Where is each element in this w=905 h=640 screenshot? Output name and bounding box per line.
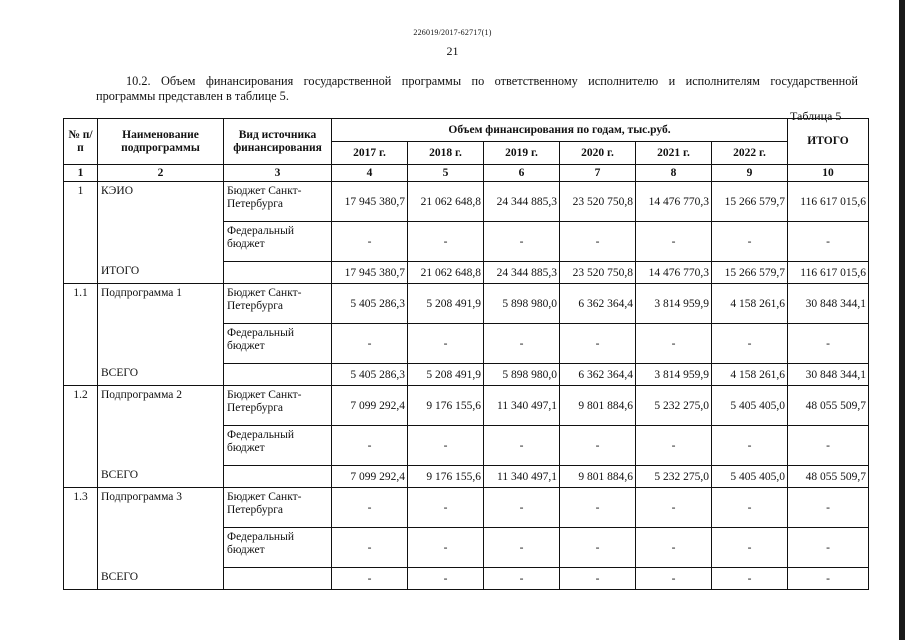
- table-row: [64, 182, 869, 222]
- row-value: -: [332, 222, 408, 262]
- row-source: Бюджет Санкт-Петербурга: [224, 284, 332, 324]
- row-value: 3 814 959,9: [636, 284, 712, 324]
- row-value: 5 405 286,3: [332, 364, 408, 386]
- row-name: ВСЕГО: [98, 364, 224, 386]
- row-value: 24 344 885,3: [484, 262, 560, 284]
- row-value: -: [484, 426, 560, 466]
- row-value: 5 405 405,0: [712, 466, 788, 488]
- row-value: -: [712, 222, 788, 262]
- page-number: 21: [446, 44, 459, 58]
- table-row: [64, 386, 869, 426]
- column-number: 10: [788, 165, 869, 182]
- row-value: 48 055 509,7: [788, 466, 869, 488]
- row-source: Федеральный бюджет: [224, 222, 332, 262]
- row-number: 1.1: [64, 284, 98, 324]
- row-value: 11 340 497,1: [484, 386, 560, 426]
- row-value: -: [788, 426, 869, 466]
- row-value: -: [636, 324, 712, 364]
- row-value: -: [332, 568, 408, 590]
- row-name: Подпрограмма 3: [98, 488, 224, 528]
- header-year: 2020 г.: [560, 142, 636, 165]
- row-value: 5 232 275,0: [636, 386, 712, 426]
- row-number: [64, 364, 98, 386]
- row-value: 17 945 380,7: [332, 182, 408, 222]
- row-value: 5 405 405,0: [712, 386, 788, 426]
- row-number: 1.2: [64, 386, 98, 426]
- row-value: 30 848 344,1: [788, 284, 869, 324]
- row-value: 21 062 648,8: [408, 182, 484, 222]
- row-source: Бюджет Санкт-Петербурга: [224, 182, 332, 222]
- row-value: 116 617 015,6: [788, 182, 869, 222]
- row-value: -: [788, 324, 869, 364]
- row-value: 9 176 155,6: [408, 386, 484, 426]
- row-value: -: [788, 222, 869, 262]
- row-value: 14 476 770,3: [636, 182, 712, 222]
- header-num: № п/п: [64, 119, 98, 165]
- row-value: -: [560, 488, 636, 528]
- row-source: [224, 466, 332, 488]
- table-row: [64, 284, 869, 324]
- row-name: ИТОГО: [98, 262, 224, 284]
- row-value: 48 055 509,7: [788, 386, 869, 426]
- row-value: 6 362 364,4: [560, 364, 636, 386]
- header-year: 2018 г.: [408, 142, 484, 165]
- table-row: [64, 324, 869, 364]
- row-value: -: [408, 568, 484, 590]
- row-value: 5 898 980,0: [484, 284, 560, 324]
- row-value: -: [408, 426, 484, 466]
- header-source: Вид источника финансирования: [224, 119, 332, 165]
- row-name: [98, 426, 224, 466]
- column-number: 3: [224, 165, 332, 182]
- row-value: 5 405 286,3: [332, 284, 408, 324]
- row-value: 9 801 884,6: [560, 466, 636, 488]
- row-value: -: [712, 426, 788, 466]
- header-name: Наименование подпрограммы: [98, 119, 224, 165]
- table-row: [64, 528, 869, 568]
- row-name: [98, 324, 224, 364]
- row-value: 6 362 364,4: [560, 284, 636, 324]
- row-value: 24 344 885,3: [484, 182, 560, 222]
- row-name: [98, 222, 224, 262]
- row-value: -: [408, 222, 484, 262]
- row-number: [64, 568, 98, 590]
- row-value: 15 266 579,7: [712, 262, 788, 284]
- table-row: [64, 488, 869, 528]
- row-value: 4 158 261,6: [712, 364, 788, 386]
- row-value: -: [560, 568, 636, 590]
- row-value: 5 232 275,0: [636, 466, 712, 488]
- column-number: 9: [712, 165, 788, 182]
- financing-table: [63, 118, 869, 590]
- row-value: 9 176 155,6: [408, 466, 484, 488]
- column-number: 4: [332, 165, 408, 182]
- row-source: Федеральный бюджет: [224, 528, 332, 568]
- header-total: ИТОГО: [788, 119, 869, 165]
- row-value: -: [484, 528, 560, 568]
- row-value: -: [636, 488, 712, 528]
- row-value: 5 898 980,0: [484, 364, 560, 386]
- row-value: -: [332, 528, 408, 568]
- table-row: [64, 222, 869, 262]
- row-value: -: [712, 528, 788, 568]
- row-source: Бюджет Санкт-Петербурга: [224, 488, 332, 528]
- row-name: ВСЕГО: [98, 466, 224, 488]
- row-value: -: [560, 222, 636, 262]
- header-year: 2021 г.: [636, 142, 712, 165]
- row-value: -: [484, 568, 560, 590]
- row-source: [224, 568, 332, 590]
- row-source: [224, 262, 332, 284]
- row-value: -: [636, 528, 712, 568]
- table-row: [64, 568, 869, 590]
- scan-edge: [899, 0, 905, 640]
- row-number: [64, 426, 98, 466]
- table-row: [64, 364, 869, 386]
- row-source: Федеральный бюджет: [224, 324, 332, 364]
- row-value: 4 158 261,6: [712, 284, 788, 324]
- row-name: [98, 528, 224, 568]
- document-code: 226019/2017-62717(1): [413, 28, 492, 37]
- header-year: 2019 г.: [484, 142, 560, 165]
- row-value: -: [332, 324, 408, 364]
- row-value: -: [636, 568, 712, 590]
- row-value: -: [712, 324, 788, 364]
- row-value: -: [484, 222, 560, 262]
- row-value: 5 208 491,9: [408, 364, 484, 386]
- row-value: -: [484, 324, 560, 364]
- row-number: [64, 324, 98, 364]
- row-value: 116 617 015,6: [788, 262, 869, 284]
- row-value: -: [484, 488, 560, 528]
- column-number: 6: [484, 165, 560, 182]
- row-value: -: [560, 528, 636, 568]
- row-value: -: [712, 488, 788, 528]
- paragraph-line-2: программы представлен в таблице 5.: [96, 89, 289, 103]
- row-value: -: [332, 426, 408, 466]
- row-source: [224, 364, 332, 386]
- row-number: [64, 262, 98, 284]
- row-value: -: [560, 426, 636, 466]
- row-number: [64, 466, 98, 488]
- row-value: 3 814 959,9: [636, 364, 712, 386]
- row-value: -: [560, 324, 636, 364]
- column-number: 2: [98, 165, 224, 182]
- row-number: [64, 528, 98, 568]
- column-number: 8: [636, 165, 712, 182]
- row-number: [64, 222, 98, 262]
- table-row: [64, 426, 869, 466]
- row-value: -: [788, 568, 869, 590]
- intro-paragraph: [96, 74, 858, 104]
- row-value: 14 476 770,3: [636, 262, 712, 284]
- row-value: -: [408, 324, 484, 364]
- row-value: 23 520 750,8: [560, 182, 636, 222]
- row-name: Подпрограмма 2: [98, 386, 224, 426]
- row-value: 11 340 497,1: [484, 466, 560, 488]
- row-value: -: [636, 426, 712, 466]
- row-value: -: [332, 488, 408, 528]
- column-number: 1: [64, 165, 98, 182]
- row-value: -: [788, 528, 869, 568]
- row-value: 5 208 491,9: [408, 284, 484, 324]
- header-year: 2017 г.: [332, 142, 408, 165]
- row-value: -: [636, 222, 712, 262]
- row-name: ВСЕГО: [98, 568, 224, 590]
- table-row: [64, 262, 869, 284]
- paragraph-line-1: 10.2. Объем финансирования государственной программы по ответственному исполнителю и исполнителям государственной: [126, 74, 858, 88]
- row-value: 15 266 579,7: [712, 182, 788, 222]
- row-value: -: [408, 528, 484, 568]
- table-row: [64, 466, 869, 488]
- row-value: 30 848 344,1: [788, 364, 869, 386]
- row-value: 21 062 648,8: [408, 262, 484, 284]
- row-value: 17 945 380,7: [332, 262, 408, 284]
- row-source: Федеральный бюджет: [224, 426, 332, 466]
- row-value: 9 801 884,6: [560, 386, 636, 426]
- column-number: 7: [560, 165, 636, 182]
- row-value: -: [788, 488, 869, 528]
- row-value: 23 520 750,8: [560, 262, 636, 284]
- column-number: 5: [408, 165, 484, 182]
- row-name: КЭИО: [98, 182, 224, 222]
- row-source: Бюджет Санкт-Петербурга: [224, 386, 332, 426]
- header-year: 2022 г.: [712, 142, 788, 165]
- row-number: 1.3: [64, 488, 98, 528]
- row-number: 1: [64, 182, 98, 222]
- table-caption: Таблица 5: [790, 109, 842, 123]
- row-name: Подпрограмма 1: [98, 284, 224, 324]
- header-funding-group: Объем финансирования по годам, тыс.руб.: [332, 119, 788, 142]
- row-value: 7 099 292,4: [332, 386, 408, 426]
- row-value: -: [408, 488, 484, 528]
- row-value: -: [712, 568, 788, 590]
- row-value: 7 099 292,4: [332, 466, 408, 488]
